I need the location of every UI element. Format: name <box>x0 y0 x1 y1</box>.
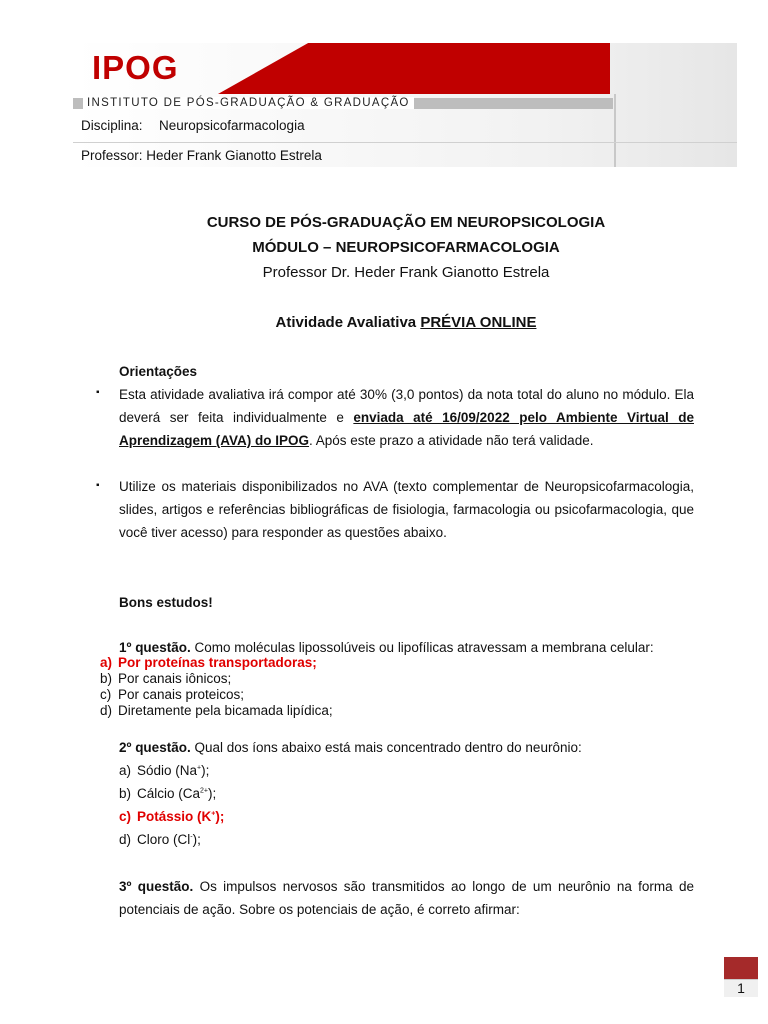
institute-name: INSTITUTO DE PÓS-GRADUAÇÃO & GRADUAÇÃO <box>83 97 414 109</box>
q2-option-a <box>119 763 209 778</box>
question-3-label: 3º questão. <box>119 879 194 894</box>
module-title: MÓDULO – NEUROPSICOFARMACOLOGIA <box>252 239 560 256</box>
option-text: Sódio (Na <box>137 763 198 778</box>
option-letter: a) <box>119 763 132 778</box>
option-tail: ); <box>215 809 225 824</box>
option-letter: d) <box>119 832 132 847</box>
q2-option-b <box>119 786 216 801</box>
q1-option-c <box>100 687 244 702</box>
question-1-text: Como moléculas lipossolúveis ou lipofílicas atravessam a membrana celular: <box>194 640 654 655</box>
q2-option-d <box>119 832 201 847</box>
option-tail: ); <box>192 832 201 847</box>
question-2 <box>119 736 699 759</box>
q1-option-a <box>100 655 317 670</box>
activity-prefix: Atividade Avaliativa <box>275 314 417 331</box>
option-text: Diretamente pela bicamada lipídica; <box>118 703 333 718</box>
bullet-icon: ▪ <box>96 387 100 398</box>
activity-emphasis: PRÉVIA ONLINE <box>420 314 537 331</box>
ipog-logo: IPOG <box>92 49 179 86</box>
option-letter: d) <box>100 703 113 718</box>
option-superscript: - <box>190 833 193 841</box>
document-header <box>73 43 737 167</box>
option-text: Por canais iônicos; <box>118 671 232 686</box>
closing-text: Bons estudos! <box>119 595 213 610</box>
header-separator <box>73 142 737 143</box>
option-letter: a) <box>100 655 113 670</box>
question-2-label: 2º questão. <box>119 740 191 755</box>
orientations-heading: Orientações <box>119 364 198 379</box>
professor-line: Professor: Heder Frank Gianotto Estrela <box>81 148 322 163</box>
question-3 <box>119 875 694 921</box>
discipline-line <box>81 118 305 133</box>
q1-option-b <box>100 671 231 686</box>
page-number: 1 <box>724 979 758 997</box>
option-text: Por proteínas transportadoras; <box>118 655 317 670</box>
option-text: Cloro (Cl <box>137 832 191 847</box>
page-number-tab <box>724 957 758 979</box>
q1-option-d <box>100 703 333 718</box>
activity-title <box>0 314 768 331</box>
question-2-text: Qual dos íons abaixo está mais concentrado dentro do neurônio: <box>194 740 582 755</box>
header-divider <box>614 94 616 167</box>
orientation-1-text: Esta atividade avaliativa irá compor até 30% (3,0 pontos) da nota total do aluno no módulo. Ela deverá ser feita individualmente e <box>119 387 694 425</box>
orientation-item-2: Utilize os materiais disponibilizados no AVA (texto complementar de Neuropsicofarmacologia, slides, artigos e referências bibliográficas de fisiologia, farmacologia ou psicofarmacologia, que você tiver acesso) para responder as questões abaixo. <box>119 479 694 540</box>
option-letter: c) <box>100 687 112 702</box>
option-letter: c) <box>119 809 132 824</box>
option-tail: ); <box>208 786 217 801</box>
option-tail: ); <box>201 763 210 778</box>
orientation-item-1 <box>119 383 694 452</box>
option-letter: b) <box>100 671 113 686</box>
option-superscript: + <box>211 810 216 818</box>
option-superscript: + <box>197 764 202 772</box>
option-text: Cálcio (Ca <box>137 786 201 801</box>
orientation-1-tail: . Após este prazo a atividade não terá validade. <box>309 433 594 448</box>
question-1-label: 1º questão. <box>119 640 191 655</box>
option-text: Por canais proteicos; <box>118 687 245 702</box>
course-title: CURSO DE PÓS-GRADUAÇÃO EM NEUROPSICOLOGIA <box>206 214 606 231</box>
bullet-icon: ▪ <box>96 480 100 491</box>
professor-title: Professor Dr. Heder Frank Gianotto Estrela <box>262 264 550 281</box>
option-letter: b) <box>119 786 132 801</box>
orientation-1-deadline: enviada até 16/09/2022 pelo Ambiente Virtual de Aprendizagem (AVA) do IPOG <box>119 410 694 448</box>
q2-option-c <box>119 809 224 824</box>
discipline-label: Disciplina: <box>81 118 143 133</box>
question-3-text: Os impulsos nervosos são transmitidos ao longo de um neurônio na forma de potenciais de ação. Sobre os potenciais de ação, é correto afirmar: <box>119 879 694 917</box>
option-superscript: 2+ <box>200 787 209 795</box>
discipline-value: Neuropsicofarmacologia <box>159 118 305 133</box>
option-text: Potássio (K <box>137 809 212 824</box>
